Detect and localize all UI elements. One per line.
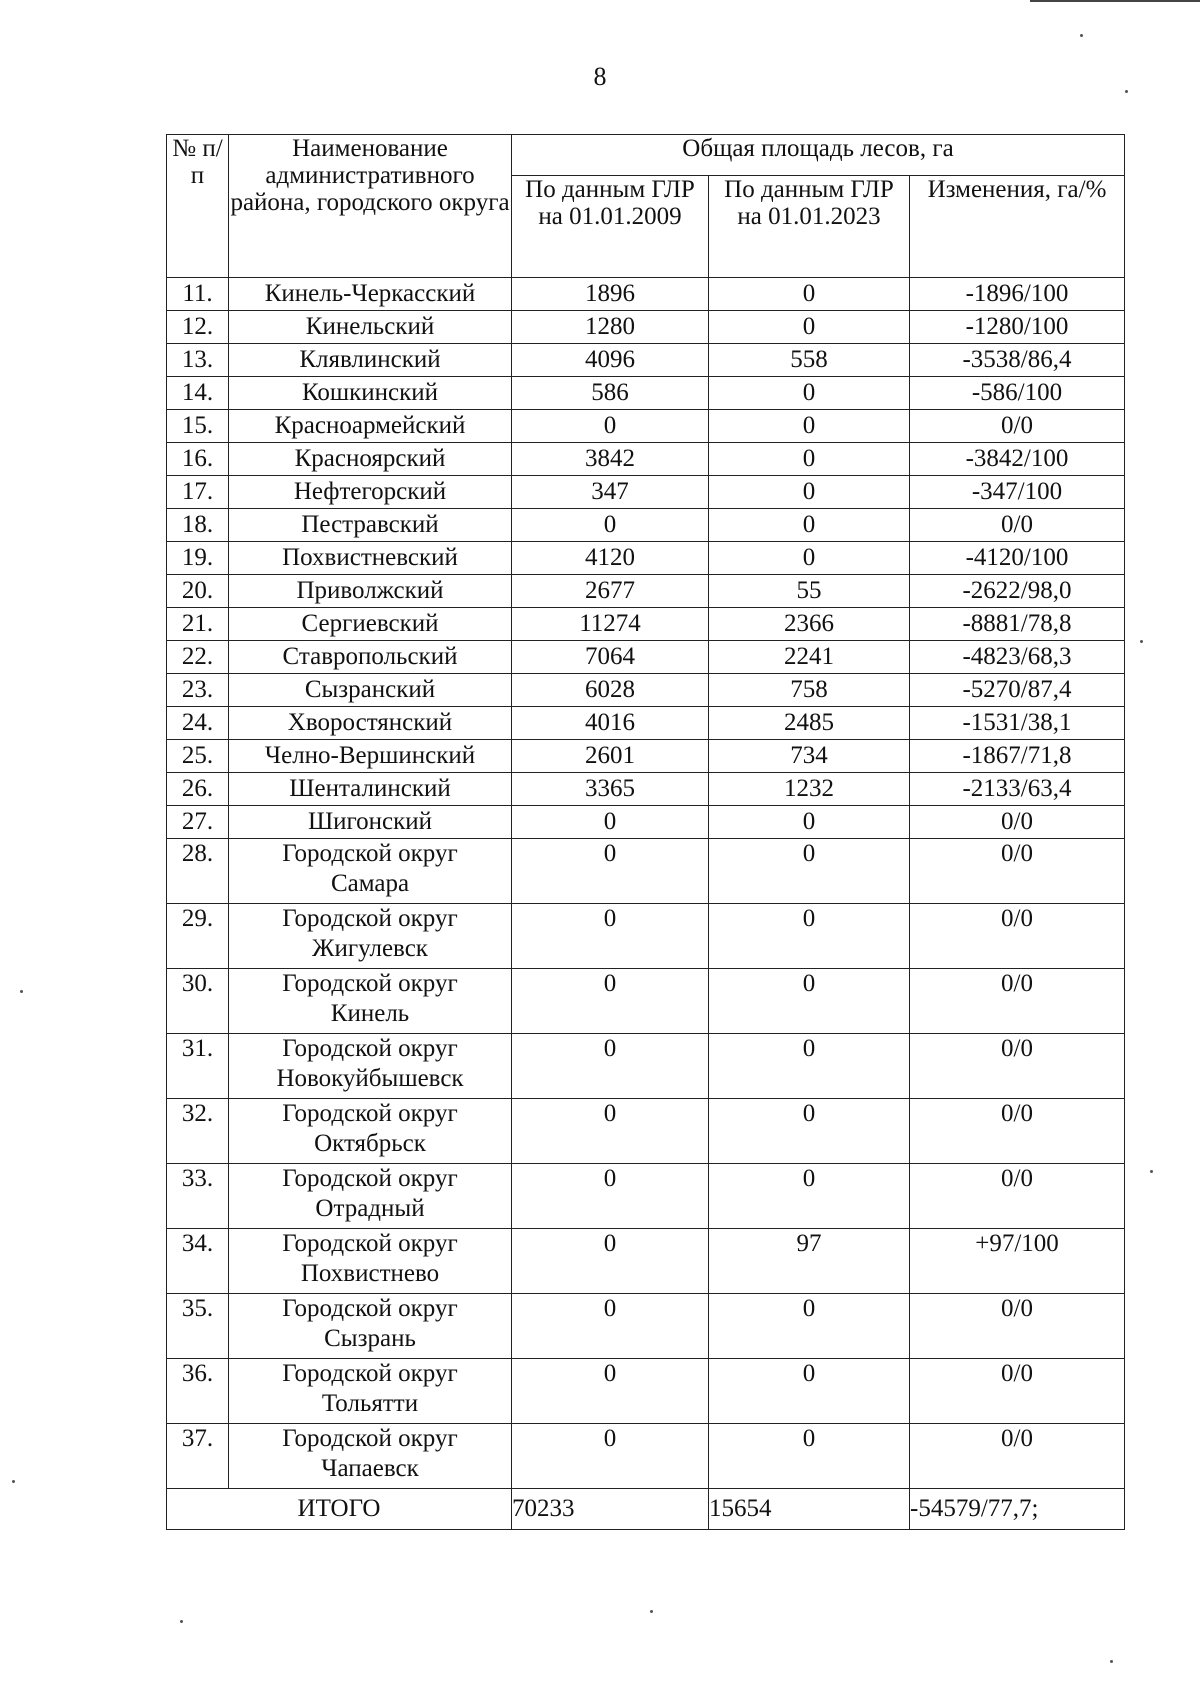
row-change: 0/0: [910, 1164, 1125, 1229]
row-value-2023: 1232: [709, 773, 910, 806]
row-name: Клявлинский: [229, 344, 512, 377]
header-col-2009: По данным ГЛР на 01.01.2009: [512, 176, 709, 278]
row-change: -3842/100: [910, 443, 1125, 476]
table-row: [167, 443, 1125, 476]
row-number: 27.: [167, 806, 229, 839]
row-value-2009: 3365: [512, 773, 709, 806]
row-change: 0/0: [910, 806, 1125, 839]
row-value-2023: 0: [709, 1034, 910, 1099]
table-row: [167, 608, 1125, 641]
header-forest-area: Общая площадь лесов, га: [512, 135, 1125, 176]
row-value-2023: 0: [709, 443, 910, 476]
row-value-2023: 0: [709, 1424, 910, 1489]
row-value-2023: 0: [709, 806, 910, 839]
row-change: 0/0: [910, 509, 1125, 542]
row-change: -2622/98,0: [910, 575, 1125, 608]
header-name-text: Наименование административного района, городского округа: [230, 135, 510, 216]
row-name: Похвистневский: [229, 542, 512, 575]
total-row: [167, 1489, 1125, 1530]
row-number: 31.: [167, 1034, 229, 1099]
row-value-2009: 0: [512, 839, 709, 904]
row-change: 0/0: [910, 969, 1125, 1034]
header-col-change: Изменения, га/%: [910, 176, 1125, 278]
row-name: [229, 839, 512, 904]
row-value-2009: 347: [512, 476, 709, 509]
table-row: [167, 1034, 1125, 1099]
row-value-2009: 0: [512, 1164, 709, 1229]
row-value-2009: 4096: [512, 344, 709, 377]
table-row: [167, 344, 1125, 377]
row-value-2023: 758: [709, 674, 910, 707]
row-name: [229, 969, 512, 1034]
row-change: 0/0: [910, 1424, 1125, 1489]
row-change: 0/0: [910, 1099, 1125, 1164]
row-change: -586/100: [910, 377, 1125, 410]
row-value-2023: 0: [709, 542, 910, 575]
row-name-line2: Тольятти: [321, 1390, 419, 1417]
row-number: 21.: [167, 608, 229, 641]
header-num: [167, 135, 229, 278]
row-value-2023: 0: [709, 377, 910, 410]
header-col-2023: По данным ГЛР на 01.01.2023: [709, 176, 910, 278]
row-value-2009: 3842: [512, 443, 709, 476]
row-number: 23.: [167, 674, 229, 707]
page-number: 8: [593, 62, 607, 91]
row-name-line2: Октябрьск: [314, 1130, 426, 1157]
table-body: [167, 278, 1125, 1489]
table-row: [167, 674, 1125, 707]
row-change: -4823/68,3: [910, 641, 1125, 674]
row-name: Кошкинский: [229, 377, 512, 410]
row-value-2023: 0: [709, 509, 910, 542]
row-name-line1: Городской округ: [282, 840, 458, 867]
row-number: 19.: [167, 542, 229, 575]
row-change: -1531/38,1: [910, 707, 1125, 740]
scan-speck: [20, 990, 23, 993]
row-number: 15.: [167, 410, 229, 443]
total-2023: 15654: [709, 1489, 910, 1530]
row-value-2009: 0: [512, 969, 709, 1034]
forest-area-table: [166, 134, 1125, 1530]
row-change: 0/0: [910, 410, 1125, 443]
row-number: 28.: [167, 839, 229, 904]
row-number: 18.: [167, 509, 229, 542]
row-name: Сызранский: [229, 674, 512, 707]
row-name: Хворостянский: [229, 707, 512, 740]
row-number: 33.: [167, 1164, 229, 1229]
row-value-2009: 7064: [512, 641, 709, 674]
row-name-line2: Жигулевск: [312, 935, 428, 962]
row-value-2023: 734: [709, 740, 910, 773]
row-value-2009: 2677: [512, 575, 709, 608]
row-name: Сергиевский: [229, 608, 512, 641]
scan-speck: [1150, 1170, 1153, 1173]
table-row: [167, 1424, 1125, 1489]
row-name: Кинельский: [229, 311, 512, 344]
row-value-2023: 0: [709, 1294, 910, 1359]
table-row: [167, 377, 1125, 410]
row-change: -1867/71,8: [910, 740, 1125, 773]
row-name-line1: Городской округ: [282, 1360, 458, 1387]
row-change: -2133/63,4: [910, 773, 1125, 806]
row-value-2009: 0: [512, 1359, 709, 1424]
row-value-2009: 0: [512, 1099, 709, 1164]
row-name: Красноярский: [229, 443, 512, 476]
row-name: [229, 1034, 512, 1099]
row-change: -1280/100: [910, 311, 1125, 344]
row-value-2023: 0: [709, 476, 910, 509]
row-number: 32.: [167, 1099, 229, 1164]
total-change: -54579/77,7;: [910, 1489, 1125, 1530]
table-row: [167, 904, 1125, 969]
scan-speck: [1125, 90, 1128, 93]
row-name: [229, 1164, 512, 1229]
row-number: 22.: [167, 641, 229, 674]
row-value-2009: 4016: [512, 707, 709, 740]
row-value-2023: 0: [709, 904, 910, 969]
row-name-line2: Самара: [330, 870, 410, 897]
row-name: [229, 1294, 512, 1359]
table-row: [167, 509, 1125, 542]
row-change: -347/100: [910, 476, 1125, 509]
table-row: [167, 773, 1125, 806]
scan-speck: [180, 1620, 183, 1623]
table-row: [167, 1359, 1125, 1424]
row-change: -8881/78,8: [910, 608, 1125, 641]
row-name-line2: Отрадный: [315, 1195, 425, 1222]
row-name-line2: Сызрань: [324, 1325, 416, 1352]
table-row: [167, 575, 1125, 608]
row-number: 30.: [167, 969, 229, 1034]
row-number: 14.: [167, 377, 229, 410]
table-row: [167, 1229, 1125, 1294]
row-change: +97/100: [910, 1229, 1125, 1294]
row-change: -3538/86,4: [910, 344, 1125, 377]
row-value-2023: 0: [709, 1164, 910, 1229]
row-value-2009: 0: [512, 1229, 709, 1294]
row-value-2023: 2485: [709, 707, 910, 740]
row-change: -4120/100: [910, 542, 1125, 575]
row-name: Ставропольский: [229, 641, 512, 674]
row-number: 36.: [167, 1359, 229, 1424]
row-name-line2: Новокуйбышевск: [276, 1065, 464, 1092]
row-name-line1: Городской округ: [282, 1035, 458, 1062]
row-value-2009: 1896: [512, 278, 709, 311]
row-number: 34.: [167, 1229, 229, 1294]
table-row: [167, 641, 1125, 674]
row-change: 0/0: [910, 839, 1125, 904]
row-value-2023: 97: [709, 1229, 910, 1294]
row-number: 11.: [167, 278, 229, 311]
row-name: Пестравский: [229, 509, 512, 542]
row-name-line2: Чапаевск: [321, 1455, 419, 1482]
scan-edge-line: [1030, 0, 1200, 2]
row-change: 0/0: [910, 1294, 1125, 1359]
row-value-2009: 0: [512, 1294, 709, 1359]
row-value-2009: 0: [512, 1424, 709, 1489]
row-change: -5270/87,4: [910, 674, 1125, 707]
table-row: [167, 740, 1125, 773]
row-value-2009: 0: [512, 1034, 709, 1099]
row-number: 20.: [167, 575, 229, 608]
scan-speck: [650, 1610, 653, 1613]
row-value-2023: 55: [709, 575, 910, 608]
scan-speck: [1080, 34, 1083, 37]
row-value-2023: 0: [709, 969, 910, 1034]
row-value-2009: 0: [512, 410, 709, 443]
scan-speck: [1140, 640, 1143, 643]
row-number: 13.: [167, 344, 229, 377]
row-name-line2: Кинель: [330, 1000, 410, 1027]
table-row: [167, 311, 1125, 344]
table-row: [167, 410, 1125, 443]
table-row: [167, 278, 1125, 311]
row-number: 35.: [167, 1294, 229, 1359]
row-name: [229, 1099, 512, 1164]
row-number: 29.: [167, 904, 229, 969]
row-number: 24.: [167, 707, 229, 740]
row-name-line1: Городской округ: [282, 905, 458, 932]
row-name: Нефтегорский: [229, 476, 512, 509]
table-row: [167, 969, 1125, 1034]
table-row: [167, 1164, 1125, 1229]
row-name-line1: Городской округ: [282, 1165, 458, 1192]
row-name: Красноармейский: [229, 410, 512, 443]
row-name: Шенталинский: [229, 773, 512, 806]
row-value-2023: 0: [709, 1099, 910, 1164]
row-value-2009: 0: [512, 904, 709, 969]
row-name: [229, 904, 512, 969]
table-row: [167, 1294, 1125, 1359]
table-row: [167, 476, 1125, 509]
table-row: [167, 542, 1125, 575]
row-name-line1: Городской округ: [282, 1230, 458, 1257]
row-number: 12.: [167, 311, 229, 344]
row-name: Приволжский: [229, 575, 512, 608]
row-number: 26.: [167, 773, 229, 806]
header-name: [229, 135, 512, 278]
row-number: 16.: [167, 443, 229, 476]
row-value-2009: 11274: [512, 608, 709, 641]
row-name-line1: Городской округ: [282, 970, 458, 997]
row-value-2023: 2241: [709, 641, 910, 674]
row-value-2023: 0: [709, 1359, 910, 1424]
row-value-2023: 0: [709, 311, 910, 344]
row-change: 0/0: [910, 1359, 1125, 1424]
row-change: 0/0: [910, 1034, 1125, 1099]
row-value-2023: 0: [709, 410, 910, 443]
row-name: [229, 1229, 512, 1294]
row-name: Шигонский: [229, 806, 512, 839]
row-value-2009: 586: [512, 377, 709, 410]
row-value-2023: 2366: [709, 608, 910, 641]
row-value-2009: 4120: [512, 542, 709, 575]
row-name: Челно-Вершинский: [229, 740, 512, 773]
table-row: [167, 806, 1125, 839]
row-name-line2: Похвистнево: [300, 1260, 440, 1287]
row-change: 0/0: [910, 904, 1125, 969]
row-value-2009: 6028: [512, 674, 709, 707]
row-value-2023: 0: [709, 278, 910, 311]
row-value-2009: 0: [512, 806, 709, 839]
row-value-2023: 0: [709, 839, 910, 904]
row-name-line1: Городской округ: [282, 1100, 458, 1127]
row-value-2009: 2601: [512, 740, 709, 773]
row-number: 37.: [167, 1424, 229, 1489]
table-row: [167, 839, 1125, 904]
scan-speck: [1110, 1660, 1113, 1663]
row-change: -1896/100: [910, 278, 1125, 311]
row-value-2009: 1280: [512, 311, 709, 344]
row-name: [229, 1424, 512, 1489]
scan-speck: [12, 1480, 15, 1483]
total-2009: 70233: [512, 1489, 709, 1530]
header-num-text: № п/п: [172, 135, 223, 189]
row-value-2009: 0: [512, 509, 709, 542]
row-number: 17.: [167, 476, 229, 509]
table-row: [167, 707, 1125, 740]
row-value-2023: 558: [709, 344, 910, 377]
table-row: [167, 1099, 1125, 1164]
row-name: [229, 1359, 512, 1424]
row-number: 25.: [167, 740, 229, 773]
row-name-line1: Городской округ: [282, 1425, 458, 1452]
row-name: Кинель-Черкасский: [229, 278, 512, 311]
total-label: ИТОГО: [167, 1489, 512, 1530]
row-name-line1: Городской округ: [282, 1295, 458, 1322]
